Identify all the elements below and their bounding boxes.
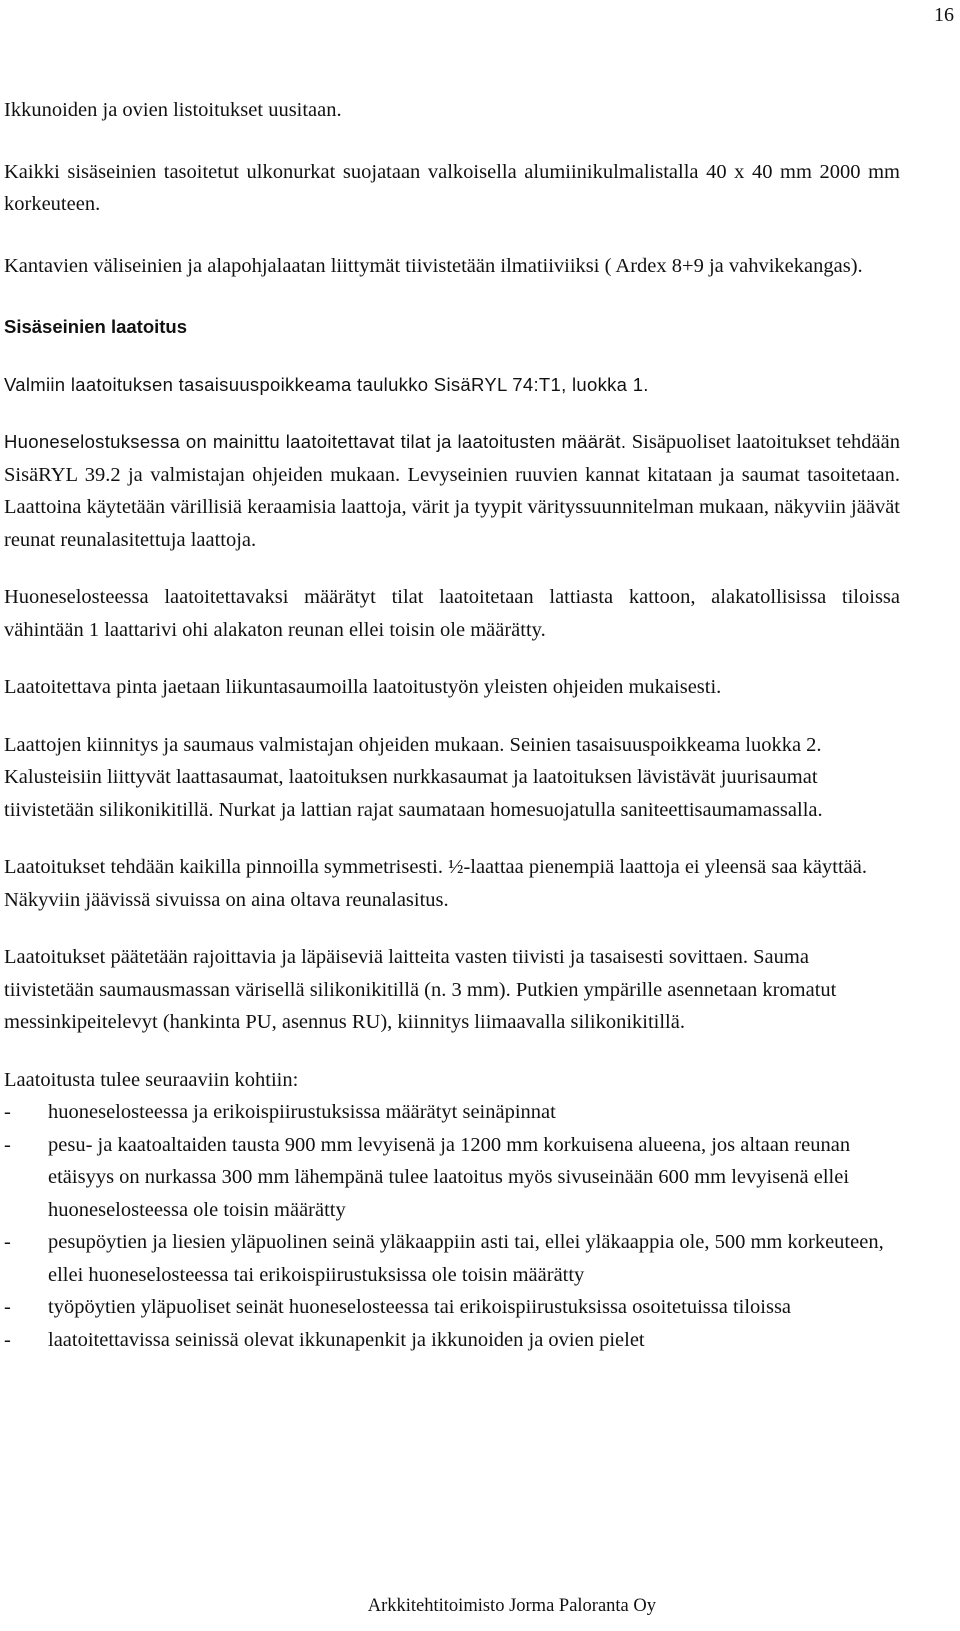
list-dash: - [4,1133,11,1156]
paragraph-expansion-joints: Laatoitettava pinta jaetaan liikuntasaumoilla laatoitustyön yleisten ohjeiden mukaisesti. [4,676,722,698]
list-dash: - [4,1296,11,1318]
list-item-text: työpöytien yläpuoliset seinät huoneselosteessa tai erikoispiirustuksissa osoitetuissa tiloissa [48,1296,792,1318]
footer-company: Arkkitehtitoimisto Jorma Paloranta Oy [367,1596,656,1616]
list-item-text: laatoitettavissa seinissä olevat ikkunapenkit ja ikkunoiden ja ovien pielet [48,1328,645,1351]
paragraph-window-trims: Ikkunoiden ja ovien listoitukset uusitaan. [4,99,342,121]
list-item-text: pesupöytien ja liesien yläpuolinen seinä yläkaappiin asti tai, ellei yläkaappia ole, 500 mm korkeuteen, ellei huoneselosteessa tai erikoispiirustuksissa ole toisin määrätty [48,1231,884,1286]
paragraph-tiling-extent: Huoneselosteessa laatoitettavaksi määrätyt tilat laatoitetaan lattiasta kattoon, alakatollisissa tiloissa vähintään 1 laattarivi ohi alakaton reunan ellei toisin ole määrätty. [4,586,900,641]
list-intro: Laatoitusta tulee seuraaviin kohtiin: [4,1068,299,1091]
paragraph-fixing-grouting: Laattojen kiinnitys ja saumaus valmistajan ohjeiden mukaan. Seinien tasaisuuspoikkeama luokka 2. Kalusteisiin liittyvät laattasaumat, laatoituksen nurkkasaumat ja laatoituksen lävistävät juurisaumat tiivistetään silikonikitillä. Nurkat ja lattian rajat saumataan homesuojatulla saniteettisaumamassalla. [4,733,823,821]
list-dash: - [4,1101,11,1123]
section-heading: Sisäseinien laatoitus [4,316,188,337]
list-item [4,1129,900,1227]
page-number: 16 [934,4,954,26]
paragraph-room-descriptions-sans: Huoneselostuksessa on mainittu laatoitettavat tilat ja laatoitusten määrät. [4,431,627,452]
paragraph-tolerance: Valmiin laatoituksen tasaisuuspoikkeama taulukko SisäRYL 74:T1, luokka 1. [4,373,649,395]
list-item [4,1226,900,1291]
paragraph-corner-profiles: Kaikki sisäseinien tasoitetut ulkonurkat suojataan valkoisella alumiinikulmalistalla 40 x 40 mm 2000 mm korkeuteen. [4,160,900,215]
paragraph-terminations: Laatoitukset päätetään rajoittavia ja läpäiseviä laitteita vasten tiivisti ja tasaisesti sovittaen. Sauma tiivistetään saumausmassan värisellä silikonikitillä (n. 3 mm). Putkien ympärille asennetaan kromatut messinkipeitelevyt (hankinta PU, asennus RU), kiinnitys liimaavalla silikonikitillä. [4,946,837,1033]
list-item-text: pesu- ja kaatoaltaiden tausta 900 mm levyisenä ja 1200 mm korkuisena alueena, jos altaan reunan etäisyys on nurkassa 300 mm lähempänä tulee laatoitus myös sivuseinään 600 mm levyisenä ellei huoneselosteessa ole toisin määrätty [48,1133,851,1221]
paragraph-symmetry: Laatoitukset tehdään kaikilla pinnoilla symmetrisesti. ½-laattaa pienempiä laattoja ei yleensä saa käyttää. Näkyviin jäävissä sivuissa on aina oltava reunalasitus. [4,856,867,911]
paragraph-wall-joints: Kantavien väliseinien ja alapohjalaatan liittymät tiivistetään ilmatiiviiksi ( Ardex 8+9 ja vahvikekangas). [4,254,863,277]
list-item-text: huoneselosteessa ja erikoispiirustuksissa määrätyt seinäpinnat [48,1101,556,1123]
tiling-locations-list [4,1096,900,1356]
list-dash: - [4,1231,11,1253]
list-dash: - [4,1328,11,1351]
list-item [4,1096,900,1129]
paragraph-room-descriptions [4,426,900,556]
list-item [4,1291,900,1324]
list-item [4,1324,900,1357]
document-body [4,94,900,1356]
paragraph-room-descriptions-serif: Sisäpuoliset laatoitukset tehdään SisäRYL 39.2 ja valmistajan ohjeiden mukaan. Levyseinien ruuvien kannat kitataan ja saumat tasoitetaan. Laattoina käytetään värillisiä keraamisia laattoja, värit ja tyypit värityssuunnitelman mukaan, näkyviin jäävät reunat reunalasitettuja laattoja. [4,431,900,551]
